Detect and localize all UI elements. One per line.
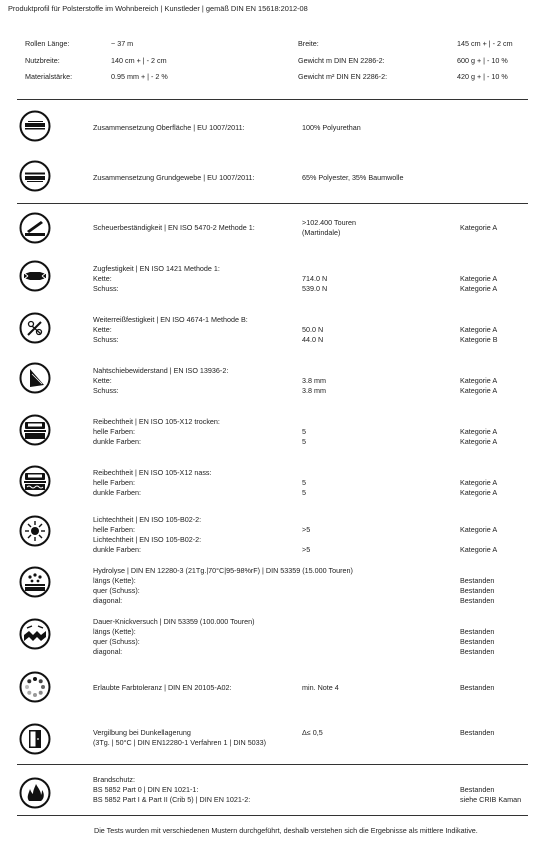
- row-value: >102.400 Touren (Martindale): [302, 218, 357, 237]
- page-title: Produktprofil für Polsterstoffe im Wohnbereich | Kunstleder | gemäß DIN EN 15618:2012-08: [8, 4, 308, 13]
- row-value: 3.8 mm 3.8 mm: [302, 376, 326, 395]
- row-label: Scheuerbeständigkeit | EN ISO 5470-2 Methode 1:: [93, 223, 255, 232]
- row-result: Kategorie A: [460, 223, 498, 232]
- row-result: Bestanden Bestanden Bestanden: [460, 576, 495, 605]
- row-label: Zugfestigkeit | EN ISO 1421 Methode 1: Kette: Schuss:: [93, 264, 220, 293]
- fire-protection-icon: [19, 777, 51, 809]
- tensile-strength-icon: [19, 260, 51, 292]
- row-label: Nahtschiebewiderstand | EN ISO 13936-2: Kette: Schuss:: [93, 366, 229, 395]
- abrasion-icon: [19, 212, 51, 244]
- row-label: Dauer-Knickversuch | DIN 53359 (100.000 Touren) längs (Kette): quer (Schuss): diagonal:: [93, 617, 255, 656]
- row-value: 50.0 N 44.0 N: [302, 325, 324, 344]
- base-fabric-icon: [19, 160, 51, 192]
- row-result: Bestanden siehe CRIB Kaman: [460, 785, 522, 804]
- color-tolerance-icon: [19, 671, 51, 703]
- spec-label: Gewicht m DIN EN 2286-2:: [298, 56, 385, 65]
- row-value: min. Note 4: [302, 683, 339, 692]
- dark-storage-icon: [19, 723, 51, 755]
- spec-value: ~ 37 m: [111, 39, 134, 48]
- row-result: Kategorie A Kategorie A: [460, 478, 498, 497]
- row-label: Lichtechtheit | EN ISO 105-B02-2: helle Farben: Lichtechtheit | EN ISO 105-B02-2: dunkle Farben:: [93, 515, 202, 554]
- light-fastness-icon: [19, 515, 51, 547]
- row-label: Zusammensetzung Oberfläche | EU 1007/2011:: [93, 123, 245, 132]
- divider: [17, 99, 528, 100]
- seam-slippage-icon: [19, 362, 51, 394]
- spec-value: 420 g + | - 10 %: [457, 72, 508, 81]
- row-result: Kategorie A Kategorie A: [460, 525, 498, 554]
- row-result: Kategorie A Kategorie A: [460, 274, 498, 293]
- row-result: Kategorie A Kategorie B: [460, 325, 498, 344]
- row-value: Δ≤ 0,5: [302, 728, 323, 737]
- spec-value: 600 g + | - 10 %: [457, 56, 508, 65]
- surface-layer-icon: [19, 110, 51, 142]
- row-value: 100% Polyurethan: [302, 123, 361, 132]
- row-label: Hydrolyse | DIN EN 12280-3 (21Tg.|70°C|95-98%rF) | DIN 53359 (15.000 Touren) längs (Kette): quer (Schuss): diagonal:: [93, 566, 353, 605]
- row-result: Bestanden: [460, 728, 495, 737]
- spec-label: Nutzbreite:: [25, 56, 60, 65]
- footer-note: Die Tests wurden mit verschiedenen Mustern durchgeführt, deshalb verstehen sich die Ergebnisse als mittlere Indikative.: [94, 826, 478, 835]
- row-value: 65% Polyester, 35% Baumwolle: [302, 173, 404, 182]
- row-result: Bestanden: [460, 683, 495, 692]
- spec-value: 0.95 mm + | - 2 %: [111, 72, 168, 81]
- row-label: Weiterreißfestigkeit | EN ISO 4674-1 Methode B: Kette: Schuss:: [93, 315, 248, 344]
- row-result: Bestanden Bestanden Bestanden: [460, 627, 495, 656]
- divider: [17, 815, 528, 816]
- row-result: Kategorie A Kategorie A: [460, 427, 498, 446]
- divider: [17, 764, 528, 765]
- row-label: Zusammensetzung Grundgewebe | EU 1007/2011:: [93, 173, 255, 182]
- row-label: Reibechtheit | EN ISO 105-X12 nass: helle Farben: dunkle Farben:: [93, 468, 212, 497]
- spec-label: Gewicht m² DIN EN 2286-2:: [298, 72, 388, 81]
- rub-fastness-wet-icon: [19, 465, 51, 497]
- row-label: Erlaubte Farbtoleranz | DIN EN 20105-A02:: [93, 683, 232, 692]
- rub-fastness-dry-icon: [19, 414, 51, 446]
- row-label: Brandschutz: BS 5852 Part 0 | DIN EN 1021-1: BS 5852 Part I & Part II (Crib 5) | DIN EN 1021-2:: [93, 775, 251, 804]
- spec-label: Materialstärke:: [25, 72, 73, 81]
- row-value: 5 5: [302, 427, 306, 446]
- row-result: Kategorie A Kategorie A: [460, 376, 498, 395]
- tear-resistance-icon: [19, 312, 51, 344]
- row-value: 5 5: [302, 478, 306, 497]
- hydrolysis-icon: [19, 566, 51, 598]
- spec-label: Breite:: [298, 39, 319, 48]
- flex-test-icon: [19, 618, 51, 650]
- divider: [17, 203, 528, 204]
- row-label: Vergilbung bei Dunkellagerung (3Tg. | 50°C | DIN EN12280-1 Verfahren 1 | DIN 5033): [93, 728, 267, 747]
- row-value: >5 >5: [302, 525, 311, 554]
- row-label: Reibechtheit | EN ISO 105-X12 trocken: helle Farben: dunkle Farben:: [93, 417, 220, 446]
- spec-value: 140 cm + | - 2 cm: [111, 56, 167, 65]
- row-value: 714.0 N 539.0 N: [302, 274, 328, 293]
- spec-label: Rollen Länge:: [25, 39, 70, 48]
- spec-value: 145 cm + | - 2 cm: [457, 39, 513, 48]
